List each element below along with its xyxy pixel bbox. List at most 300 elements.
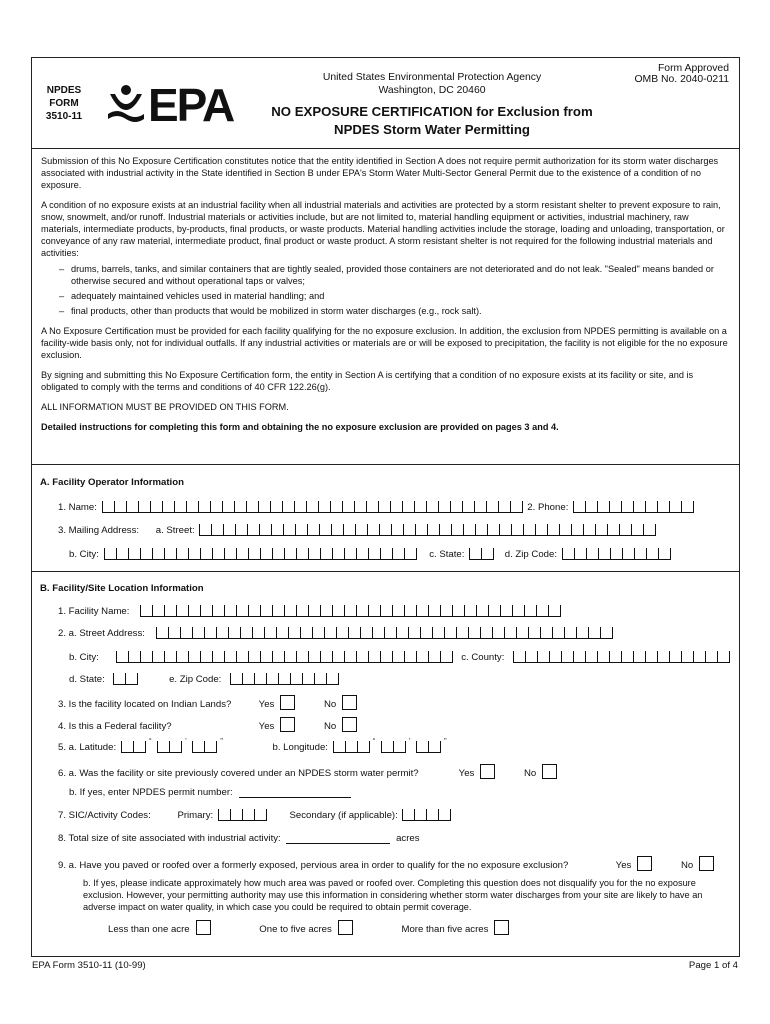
- longitude-degrees-input[interactable]: [333, 741, 370, 753]
- omb-approval: [634, 63, 729, 85]
- instructions: [41, 155, 731, 441]
- no-label: No: [324, 699, 337, 710]
- agency-address: Washington, DC 20460: [378, 85, 486, 96]
- char-box: [333, 651, 345, 662]
- char-box: [647, 548, 659, 559]
- char-box: [327, 673, 339, 684]
- option-label: More than five acres: [401, 924, 489, 935]
- char-box: [307, 501, 319, 512]
- char-box: [525, 605, 537, 616]
- second-symbol: ": [220, 738, 223, 745]
- paved-yes-checkbox[interactable]: [637, 856, 652, 871]
- form-id: [40, 84, 88, 123]
- intro-paragraph: By signing and submitting this No Exposure Certification form, the entity in Section A is certifying that a condition of no exposure exists at its facility or site, and is obligated to comply with the terms and conditions of 40 CFR 122.26(g).: [41, 370, 694, 392]
- char-box: [463, 501, 475, 512]
- char-box: [297, 651, 309, 662]
- char-box: [237, 651, 249, 662]
- char-box: [385, 627, 397, 638]
- previous-permit-no-checkbox[interactable]: [542, 764, 557, 779]
- char-box: [682, 651, 694, 662]
- field-label: d. Zip Code:: [504, 549, 558, 560]
- char-box: [611, 548, 623, 559]
- char-box: [211, 501, 223, 512]
- char-box: [537, 605, 549, 616]
- facility-name-input[interactable]: [140, 605, 561, 617]
- city-state-zip-row: [69, 548, 673, 560]
- char-box: [333, 605, 345, 616]
- indian-lands-yes-checkbox[interactable]: [280, 695, 295, 710]
- char-box: [345, 548, 357, 559]
- char-box: [213, 605, 225, 616]
- char-box: [632, 524, 644, 535]
- char-box: [427, 809, 439, 820]
- omb-number: OMB No. 2040-0211: [634, 74, 729, 85]
- char-box: [541, 627, 553, 638]
- indian-lands-no-checkbox[interactable]: [342, 695, 357, 710]
- char-box: [163, 501, 175, 512]
- char-box: [622, 501, 634, 512]
- operator-zip-input[interactable]: [562, 548, 671, 560]
- char-box: [165, 605, 177, 616]
- char-box: [718, 651, 730, 662]
- char-box: [189, 651, 201, 662]
- char-box: [213, 651, 225, 662]
- char-box: [237, 548, 249, 559]
- char-box: [122, 741, 134, 752]
- intro-paragraph: A No Exposure Certification must be provided for each facility qualifying for the no exposure exclusion. In addition, the exclusion from NPDES permitting is available on a facility-wide basis only, not for individual outfalls. If any industrial activities or materials are or will be exposed to precipitation, the facility is not eligible for the no exposure exclusion.: [41, 326, 728, 360]
- char-box: [465, 605, 477, 616]
- char-box: [237, 605, 249, 616]
- char-box: [512, 524, 524, 535]
- operator-name-input[interactable]: [102, 501, 523, 513]
- char-box: [177, 605, 189, 616]
- char-box: [586, 651, 598, 662]
- char-box: [205, 627, 217, 638]
- char-box: [231, 809, 243, 820]
- char-box: [453, 605, 465, 616]
- list-item: – final products, other than products that would be mobilized in storm water discharges (e.g., rock salt).: [59, 305, 731, 317]
- char-box: [325, 627, 337, 638]
- yes-label: Yes: [458, 768, 475, 779]
- minute-symbol: ': [185, 738, 187, 745]
- char-box: [489, 605, 501, 616]
- form-title-line: NO EXPOSURE CERTIFICATION for Exclusion from: [271, 104, 593, 119]
- char-box: [334, 741, 346, 752]
- char-box: [610, 501, 622, 512]
- char-box: [379, 501, 391, 512]
- yes-label: Yes: [258, 721, 275, 732]
- char-box: [225, 651, 237, 662]
- intro-paragraph: Submission of this No Exposure Certification constitutes notice that the entity identified in Section A does not require permit authorization for its storm water discharges associated with industrial activity in the State identified in Section B under EPA's Storm Water Multi-Sector General Permit due to the existence of a condition of no exposure.: [41, 156, 719, 190]
- char-box: [273, 548, 285, 559]
- facility-state-input[interactable]: [113, 673, 138, 685]
- char-box: [289, 627, 301, 638]
- char-box: [236, 524, 248, 535]
- field-label: e. Zip Code:: [169, 674, 222, 685]
- char-box: [261, 548, 273, 559]
- lat-lon-row: [58, 738, 448, 753]
- char-box: [243, 673, 255, 684]
- intro-paragraph: Detailed instructions for completing this form and obtaining the no exposure exclusion are provided on pages 3 and 4.: [41, 422, 559, 432]
- section-b-title: B. Facility/Site Location Information: [40, 583, 204, 594]
- char-box: [295, 501, 307, 512]
- operator-city-input[interactable]: [104, 548, 417, 560]
- char-box: [464, 524, 476, 535]
- permit-number-input[interactable]: [239, 788, 351, 798]
- char-box: [427, 501, 439, 512]
- char-box: [201, 548, 213, 559]
- sic-codes-row: [58, 809, 453, 821]
- char-box: [201, 651, 213, 662]
- field-label: 9. a. Have you paved or roofed over a formerly exposed, pervious area in order to qualify for the no exposure exclusion?: [58, 860, 569, 871]
- char-box: [421, 627, 433, 638]
- char-box: [321, 548, 333, 559]
- char-box: [445, 627, 457, 638]
- form-title-line: NPDES Storm Water Permitting: [334, 122, 530, 137]
- field-label: acres: [396, 833, 420, 844]
- char-box: [517, 627, 529, 638]
- char-box: [356, 524, 368, 535]
- char-box: [380, 524, 392, 535]
- federal-facility-row: [58, 717, 357, 732]
- option-label: One to five acres: [259, 924, 332, 935]
- char-box: [610, 651, 622, 662]
- char-box: [553, 627, 565, 638]
- form-id-line: 3510-11: [45, 111, 83, 122]
- operator-phone-input[interactable]: [573, 501, 694, 513]
- longitude-minutes-input[interactable]: [381, 741, 406, 753]
- char-box: [501, 605, 513, 616]
- char-box: [259, 501, 271, 512]
- char-box: [623, 548, 635, 559]
- char-box: [346, 741, 358, 752]
- char-box: [249, 651, 261, 662]
- minute-symbol: ': [409, 738, 411, 745]
- form-header: [32, 58, 739, 149]
- no-label: No: [324, 721, 337, 732]
- longitude-seconds-input[interactable]: [416, 741, 441, 753]
- char-box: [469, 627, 481, 638]
- char-box: [670, 651, 682, 662]
- field-label: b. City:: [69, 652, 99, 663]
- form-id-line: NPDES: [46, 85, 82, 96]
- char-box: [622, 651, 634, 662]
- agency-name: United States Environmental Protection Agency: [322, 72, 542, 83]
- field-label: Secondary (if applicable):: [289, 810, 398, 821]
- char-box: [439, 501, 451, 512]
- char-box: [475, 501, 487, 512]
- intro-paragraph: A condition of no exposure exists at an industrial facility when all industrial materials and activities are protected by a storm resistant shelter to prevent exposure to rain, snow, snowmelt, and/or runoff. Industrial materials or activities include, but are not limited to, material handling equipment or activities, industrial machinery, raw materials, intermediate products, by-products, final products, or waste products. Material handling activities include the storage, loading and unloading, transportation, or conveyance of any raw material, intermediate product, final product or waste product. A storm resistant shelter is not required for the following industrial materials and activities:: [41, 200, 725, 258]
- secondary-sic-input[interactable]: [402, 809, 451, 821]
- char-box: [319, 501, 331, 512]
- char-box: [301, 627, 313, 638]
- char-box: [345, 605, 357, 616]
- char-box: [403, 501, 415, 512]
- char-box: [404, 524, 416, 535]
- approved-label: Form Approved: [657, 63, 729, 74]
- char-box: [599, 548, 611, 559]
- char-box: [586, 501, 598, 512]
- char-box: [267, 673, 279, 684]
- char-box: [199, 501, 211, 512]
- char-box: [417, 605, 429, 616]
- facility-street-row: [58, 627, 615, 639]
- site-size-row: [58, 833, 420, 844]
- char-box: [514, 651, 526, 662]
- char-box: [117, 548, 129, 559]
- char-box: [349, 627, 361, 638]
- form-title: [252, 103, 612, 139]
- char-box: [635, 548, 647, 559]
- char-box: [105, 548, 117, 559]
- char-box: [381, 651, 393, 662]
- char-box: [563, 548, 575, 559]
- char-box: [706, 651, 718, 662]
- field-label: Primary:: [177, 810, 214, 821]
- more-than-five-acres-checkbox[interactable]: [494, 920, 509, 935]
- char-box: [457, 627, 469, 638]
- char-box: [201, 605, 213, 616]
- char-box: [333, 548, 345, 559]
- char-box: [229, 627, 241, 638]
- latitude-minutes-input[interactable]: [157, 741, 182, 753]
- facility-county-input[interactable]: [513, 651, 730, 663]
- degree-symbol: °: [148, 738, 152, 745]
- char-box: [271, 501, 283, 512]
- char-box: [476, 524, 488, 535]
- char-box: [596, 524, 608, 535]
- char-box: [470, 548, 482, 559]
- char-box: [646, 651, 658, 662]
- form-frame: [31, 57, 740, 957]
- option-label: Less than one acre: [108, 924, 190, 935]
- char-box: [165, 548, 177, 559]
- char-box: [283, 501, 295, 512]
- facility-zip-input[interactable]: [230, 673, 339, 685]
- char-box: [482, 548, 494, 559]
- federal-no-checkbox[interactable]: [342, 717, 357, 732]
- facility-name-row: [58, 605, 563, 617]
- char-box: [575, 548, 587, 559]
- primary-sic-input[interactable]: [218, 809, 267, 821]
- char-box: [285, 605, 297, 616]
- char-box: [451, 501, 463, 512]
- no-label: No: [681, 860, 694, 871]
- char-box: [381, 605, 393, 616]
- char-box: [272, 524, 284, 535]
- no-label: No: [524, 768, 537, 779]
- char-box: [577, 627, 589, 638]
- char-box: [193, 627, 205, 638]
- facility-city-input[interactable]: [116, 651, 453, 663]
- char-box: [343, 501, 355, 512]
- char-box: [248, 524, 260, 535]
- section-a: [32, 464, 739, 572]
- char-box: [658, 651, 670, 662]
- list-item: – drums, barrels, tanks, and similar containers that are tightly sealed, provided those containers are not deteriorated and do not leak. "Sealed" means banded or otherwise secured and without operational taps or valves;: [59, 263, 731, 287]
- char-box: [139, 501, 151, 512]
- char-box: [231, 673, 243, 684]
- char-box: [452, 524, 464, 535]
- char-box: [562, 651, 574, 662]
- char-box: [117, 651, 129, 662]
- char-box: [253, 627, 265, 638]
- section-b: [32, 571, 739, 951]
- char-box: [694, 651, 706, 662]
- char-box: [273, 605, 285, 616]
- char-box: [620, 524, 632, 535]
- facility-street-input[interactable]: [156, 627, 613, 639]
- char-box: [565, 627, 577, 638]
- char-box: [529, 627, 541, 638]
- char-box: [285, 651, 297, 662]
- latitude-degrees-input[interactable]: [121, 741, 146, 753]
- intro-paragraph: ALL INFORMATION MUST BE PROVIDED ON THIS FORM.: [41, 402, 289, 412]
- epa-flower-icon: [108, 85, 144, 122]
- char-box: [129, 548, 141, 559]
- char-box: [344, 524, 356, 535]
- epa-logo: [106, 80, 238, 128]
- char-box: [134, 741, 146, 752]
- field-label: b. Longitude:: [272, 742, 328, 753]
- char-box: [391, 501, 403, 512]
- less-than-one-acre-checkbox[interactable]: [196, 920, 211, 935]
- char-box: [548, 524, 560, 535]
- char-box: [337, 627, 349, 638]
- char-box: [644, 524, 656, 535]
- char-box: [584, 524, 596, 535]
- paved-no-checkbox[interactable]: [699, 856, 714, 871]
- char-box: [279, 673, 291, 684]
- char-box: [261, 651, 273, 662]
- char-box: [441, 605, 453, 616]
- char-box: [369, 548, 381, 559]
- previous-permit-yes-checkbox[interactable]: [480, 764, 495, 779]
- char-box: [549, 605, 561, 616]
- paved-area-options: [108, 920, 509, 935]
- char-box: [405, 651, 417, 662]
- field-label: 8. Total size of site associated with industrial activity:: [58, 833, 281, 844]
- char-box: [493, 627, 505, 638]
- char-box: [273, 651, 285, 662]
- federal-yes-checkbox[interactable]: [280, 717, 295, 732]
- char-box: [409, 627, 421, 638]
- char-box: [308, 524, 320, 535]
- char-box: [499, 501, 511, 512]
- char-box: [224, 524, 236, 535]
- epa-logo-text: EPA: [148, 80, 234, 128]
- char-box: [428, 524, 440, 535]
- char-box: [658, 501, 670, 512]
- paved-area-row: [58, 856, 714, 871]
- char-box: [103, 501, 115, 512]
- permit-number-row: [69, 787, 351, 798]
- char-box: [439, 809, 451, 820]
- char-box: [572, 524, 584, 535]
- char-box: [127, 501, 139, 512]
- field-label: d. State:: [69, 674, 105, 685]
- char-box: [397, 627, 409, 638]
- operator-state-input[interactable]: [469, 548, 494, 560]
- exemption-list: [41, 263, 731, 317]
- yes-label: Yes: [615, 860, 632, 871]
- operator-street-input[interactable]: [199, 524, 656, 536]
- char-box: [181, 627, 193, 638]
- char-box: [416, 524, 428, 535]
- field-label: 1. Name:: [58, 502, 97, 513]
- char-box: [141, 548, 153, 559]
- char-box: [129, 651, 141, 662]
- char-box: [285, 548, 297, 559]
- char-box: [405, 548, 417, 559]
- char-box: [608, 524, 620, 535]
- field-label: 2. Phone:: [527, 502, 569, 513]
- field-label: 5. a. Latitude:: [58, 742, 117, 753]
- char-box: [225, 548, 237, 559]
- field-label: c. State:: [429, 549, 465, 560]
- char-box: [357, 651, 369, 662]
- char-box: [393, 605, 405, 616]
- char-box: [550, 651, 562, 662]
- char-box: [249, 605, 261, 616]
- char-box: [373, 627, 385, 638]
- footer-form-number: EPA Form 3510-11 (10-99): [32, 960, 146, 971]
- char-box: [320, 524, 332, 535]
- agency-block: [282, 71, 582, 97]
- mailing-address-row: [58, 524, 658, 536]
- char-box: [646, 501, 658, 512]
- char-box: [429, 741, 441, 752]
- char-box: [153, 548, 165, 559]
- char-box: [331, 501, 343, 512]
- field-label: 3. Is the facility located on Indian Lands?: [58, 699, 232, 710]
- char-box: [538, 651, 550, 662]
- char-box: [157, 627, 169, 638]
- char-box: [217, 627, 229, 638]
- char-box: [511, 501, 523, 512]
- char-box: [205, 741, 217, 752]
- char-box: [315, 673, 327, 684]
- char-box: [415, 501, 427, 512]
- char-box: [634, 651, 646, 662]
- char-box: [487, 501, 499, 512]
- char-box: [367, 501, 379, 512]
- char-box: [141, 605, 153, 616]
- char-box: [309, 605, 321, 616]
- char-box: [393, 548, 405, 559]
- char-box: [598, 501, 610, 512]
- field-label: 1. Facility Name:: [58, 606, 130, 617]
- char-box: [265, 627, 277, 638]
- char-box: [332, 524, 344, 535]
- previous-permit-row: [58, 764, 557, 779]
- char-box: [297, 605, 309, 616]
- char-box: [303, 673, 315, 684]
- char-box: [598, 651, 610, 662]
- char-box: [634, 501, 646, 512]
- char-box: [429, 605, 441, 616]
- char-box: [394, 741, 406, 752]
- char-box: [177, 548, 189, 559]
- char-box: [243, 809, 255, 820]
- char-box: [670, 501, 682, 512]
- char-box: [369, 605, 381, 616]
- one-to-five-acres-checkbox[interactable]: [338, 920, 353, 935]
- site-size-input[interactable]: [286, 834, 390, 844]
- char-box: [601, 627, 613, 638]
- char-box: [429, 651, 441, 662]
- latitude-seconds-input[interactable]: [192, 741, 217, 753]
